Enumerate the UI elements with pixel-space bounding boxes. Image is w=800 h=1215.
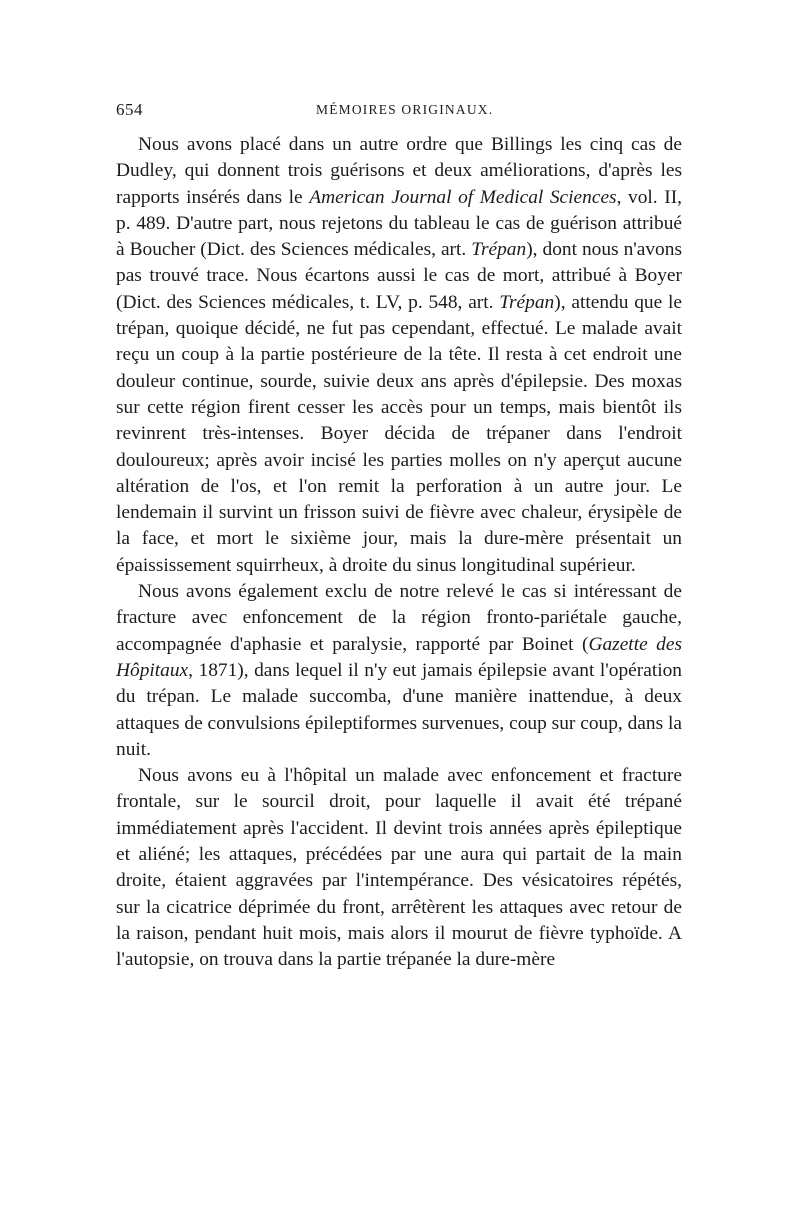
paragraph-2-text-2: , 1871), dans lequel il n'y eut jamais épilepsie avant l'opération du trépan. Le malade succomba, d'une manière inattendue, à deux attaques de convulsions épileptiformes survenues, coup sur coup, dans la nuit. bbox=[116, 659, 682, 760]
page-number: 654 bbox=[116, 100, 143, 119]
paragraph-2-journal-title: Gazette des Hôpitaux bbox=[116, 633, 682, 681]
paragraph-1-text-1: Nous avons placé dans un autre ordre que Billings les cinq cas de Dudley, qui donnent trois guérisons et deux améliorations, d'après les rapports insérés dans le bbox=[116, 134, 682, 208]
running-title: MÉMOIRES ORIGINAUX. bbox=[316, 102, 494, 117]
paragraph-3-text-1: Nous avons eu à l'hôpital un malade avec enfoncement et fracture frontale, sur le sourcil droit, pour laquelle il avait été trépané immédiatement après l'accident. Il devint trois années après épileptique et aliéné; les attaques, précédées par une aura qui partait de la main droite, étaient aggravées par l'intempérance. Des vésicatoires répétés, sur la cicatrice déprimée du front, arrêtèrent les attaques avec retour de la raison, pendant huit mois, mais alors il mourut de fièvre typhoïde. A l'autopsie, on trouva dans la partie trépanée la dure-mère bbox=[116, 765, 682, 971]
paragraph-1 bbox=[116, 132, 682, 579]
running-head bbox=[116, 100, 682, 124]
paragraph-1-article-title-1: Trépan bbox=[471, 239, 527, 261]
paragraph-2-text-1: Nous avons également exclu de notre relevé le cas si intéressant de fracture avec enfoncement de la région fronto-pariétale gauche, accompagnée d'aphasie et paralysie, rapporté par Boinet ( bbox=[116, 581, 682, 655]
paragraph-1-text-4: ), attendu que le trépan, quoique décidé, ne fut pas cependant, effectué. Le malade avait reçu un coup à la partie postérieure de la tête. Il resta à cet endroit une douleur continue, sourde, suivie deux ans après d'épilepsie. Des moxas sur cette région firent cesser les accès pour un temps, mais bientôt ils revinrent très-intenses. Boyer décida de trépaner dans l'endroit douloureux; après avoir incisé les parties molles on n'y aperçut aucune altération de l'os, et l'on remit la perforation à un autre jour. Le lendemain il survint un frisson suivi de fièvre avec chaleur, érysipèle de la face, et mort le sixième jour, mais la dure-mère présentait un épaississement squirrheux, à droite du sinus longitudinal supérieur. bbox=[116, 291, 682, 576]
paragraph-2 bbox=[116, 579, 682, 763]
paragraph-3 bbox=[116, 763, 682, 973]
paragraph-1-text-2: , vol. II, p. 489. D'autre part, nous rejetons du tableau le cas de guérison attribué à Boucher (Dict. des Sciences médicales, art. bbox=[116, 186, 682, 261]
paragraph-1-journal-title: American Journal of Medical Sciences bbox=[309, 186, 617, 208]
paragraph-1-article-title-2: Trépan bbox=[499, 291, 555, 313]
book-page bbox=[116, 100, 682, 974]
paragraph-1-text-3: ), dont nous n'avons pas trouvé trace. Nous écartons aussi le cas de mort, attribué à Boyer (Dict. des Sciences médicales, t. LV, p. 548, art. bbox=[116, 239, 682, 313]
